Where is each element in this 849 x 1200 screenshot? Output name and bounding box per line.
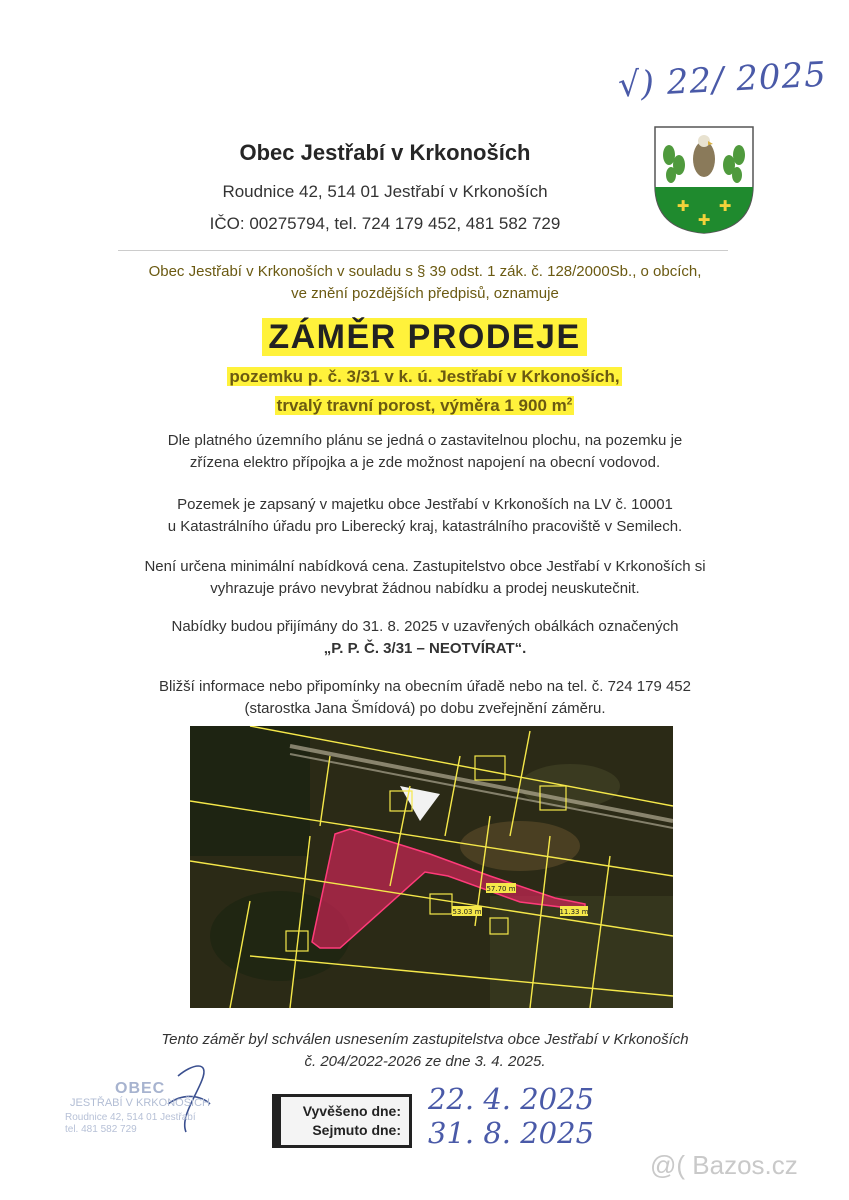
stamp-name: JESTŘABÍ V KRKONOŠÍCH: [70, 1097, 210, 1109]
parcel-description: pozemku p. č. 3/31 v k. ú. Jestřabí v Krkonoších, trvalý travní porost, výměra 1 900 $m^2$: [229, 367, 620, 415]
coat-of-arms-icon: [653, 125, 755, 235]
svg-text:✚: ✚: [697, 211, 711, 229]
paragraph-offers: Nabídky budou přijímány do 31. 8. 2025 v uzavřených obálkách označených „P. P. Č. 3/31 – NEOTVÍRAT“.: [171, 618, 679, 657]
posted-date: 22. 4. 2025: [428, 1082, 595, 1116]
removed-date: 31. 8. 2025: [428, 1116, 595, 1150]
paragraph-ownership: Pozemek je zapsaný v majetku obce Jestřabí v Krkonoších na LV č. 10001 u Katastrálního úřadu pro Liberecký kraj, katastrálního pracoviště v Semilech.: [167, 496, 683, 535]
watermark: @( Bazos.cz: [650, 1150, 798, 1180]
svg-text:✚: ✚: [718, 197, 732, 215]
stamp-municipality: OBEC: [115, 1080, 166, 1097]
map-label-length-3: 11.33 m: [559, 908, 589, 916]
paragraph-price: Není určena minimální nabídková cena. Zastupitelstvo obce Jestřabí v Krkonoších si vyhrazuje právo nevybrat žádnou nabídku a prodej neuskutečnit.: [144, 558, 706, 597]
handwritten-reference-note: √) 22/ 2025: [617, 54, 828, 106]
headline: ZÁMĚR PRODEJE: [262, 318, 586, 356]
municipality-contact: IČO: 00275794, tel. 724 179 452, 481 582 729: [209, 214, 561, 233]
approval-note: Tento záměr byl schválen usnesením zastupitelstva obce Jestřabí v Krkonoších č. 204/2022-2026 ze dne 3. 4. 2025.: [161, 1031, 689, 1070]
map-label-length-1: 57.70 m: [486, 885, 516, 893]
stamp-phone: tel. 481 582 729: [65, 1124, 137, 1135]
svg-text:✚: ✚: [676, 197, 690, 215]
intro-statement: Obec Jestřabí v Krkonoších v souladu s § 39 odst. 1 zák. č. 128/2000Sb., o obcích, ve znění pozdějších předpisů, oznamuje: [148, 263, 702, 302]
posted-label: Vyvěšeno dne:: [302, 1103, 401, 1119]
removed-label: Sejmuto dne:: [312, 1122, 401, 1138]
headline-block: [0, 318, 849, 357]
municipality-title: Obec Jestřabí v Krkonoších: [239, 140, 531, 165]
stamp-address: Roudnice 42, 514 01 Jestřabí: [65, 1112, 196, 1123]
paragraph-land-plan: Dle platného územního plánu se jedná o zastavitelnou plochu, na pozemku je zřízena elektro přípojka a je zde možnost napojení na obecní vodovod.: [167, 432, 683, 471]
watermark-logo-icon: @(: [650, 1150, 686, 1180]
cadastral-map: [190, 726, 673, 1008]
header-divider: [118, 250, 728, 251]
paragraph-contact: Bližší informace nebo připomínky na obecním úřadě nebo na tel. č. 724 179 452 (starostka Jana Šmídová) po dobu zveřejnění záměru.: [159, 678, 691, 717]
posting-stamp: [272, 1094, 412, 1148]
map-label-length-2: 53.03 m: [452, 908, 482, 916]
municipality-address: Roudnice 42, 514 01 Jestřabí v Krkonoších: [222, 182, 548, 201]
